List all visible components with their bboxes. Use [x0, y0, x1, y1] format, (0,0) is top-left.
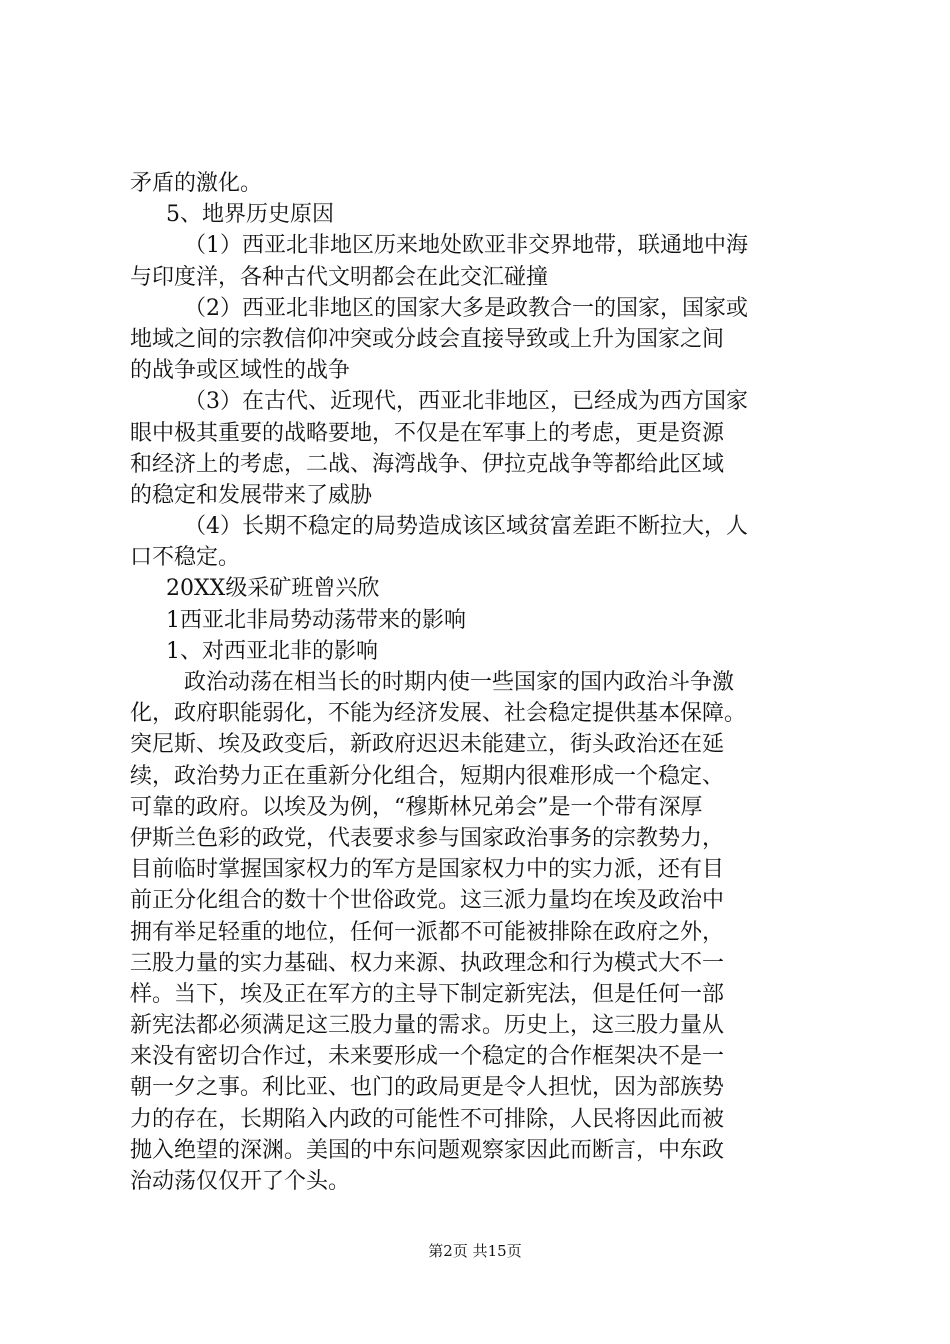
- text-line: 治动荡仅仅开了个头。: [130, 1169, 351, 1194]
- text-line: 三股力量的实力基础、权力来源、执政理念和行为模式大不一: [130, 950, 725, 976]
- text-line: 伊斯兰色彩的政党，代表要求参与国家政治事务的宗教势力，: [130, 825, 725, 851]
- text-line: 力的存在，长期陷入内政的可能性不可排除，人民将因此而被: [130, 1106, 725, 1132]
- text-line: 朝一夕之事。利比亚、也门的政局更是令人担忧，因为部族势: [130, 1075, 725, 1101]
- section-heading: 1西亚北非局势动荡带来的影响: [166, 607, 466, 633]
- text-line: 可靠的政府。以埃及为例，“穆斯林兄弟会”是一个带有深厚: [130, 794, 703, 820]
- text-line: 突尼斯、埃及政变后，新政府迟迟未能建立，街头政治还在延: [130, 732, 725, 758]
- text-line: （3）在古代、近现代，西亚北非地区，已经成为西方国家: [184, 389, 748, 415]
- text-line: 矛盾的激化。: [130, 171, 263, 196]
- text-line: 目前临时掌握国家权力的军方是国家权力中的实力派，还有目: [130, 857, 725, 883]
- text-line: 抛入绝望的深渊。美国的中东问题观察家因此而断言，中东政: [130, 1137, 725, 1163]
- text-line: 眼中极其重要的战略要地，不仅是在军事上的考虑，更是资源: [130, 420, 725, 446]
- page-number: 第2页 共15页: [428, 1242, 522, 1260]
- document-body: [130, 168, 830, 1197]
- section-heading: 1、对西亚北非的影响: [166, 638, 378, 664]
- text-line: 前正分化组合的数十个世俗政党。这三派力量均在埃及政治中: [130, 888, 725, 914]
- text-line: 与印度洋，各种古代文明都会在此交汇碰撞: [130, 264, 549, 290]
- text-line: 续，政治势力正在重新分化组合，短期内很难形成一个稳定、: [130, 763, 725, 789]
- text-line: 和经济上的考虑，二战、海湾战争、伊拉克战争等都给此区域: [130, 451, 725, 477]
- text-line: 拥有举足轻重的地位，任何一派都不可能被排除在政府之外，: [130, 919, 725, 945]
- text-line: 样。当下，埃及正在军方的主导下制定新宪法，但是任何一部: [130, 981, 725, 1007]
- text-line: （1）西亚北非地区历来地处欧亚非交界地带，联通地中海: [184, 233, 748, 259]
- text-line: （2）西亚北非地区的国家大多是政教合一的国家，国家或: [184, 295, 748, 321]
- text-line: 政治动荡在相当长的时期内使一些国家的国内政治斗争激: [184, 670, 735, 695]
- text-line: 的战争或区域性的战争: [130, 358, 351, 384]
- section-heading: 5、地界历史原因: [166, 202, 334, 228]
- text-line: 地域之间的宗教信仰冲突或分歧会直接导致或上升为国家之间: [130, 326, 725, 352]
- text-line: （4）长期不稳定的局势造成该区域贫富差距不断拉大，人: [184, 514, 748, 540]
- text-line: 的稳定和发展带来了威胁: [130, 482, 373, 508]
- text-line: 化，政府职能弱化，不能为经济发展、社会稳定提供基本保障。: [130, 701, 747, 727]
- text-line: 新宪法都必须满足这三股力量的需求。历史上，这三股力量从: [130, 1013, 725, 1039]
- author-line: 20XX级采矿班曾兴欣: [166, 576, 380, 602]
- text-line: 口不稳定。: [130, 545, 241, 571]
- text-line: 来没有密切合作过，未来要形成一个稳定的合作框架决不是一: [130, 1044, 725, 1070]
